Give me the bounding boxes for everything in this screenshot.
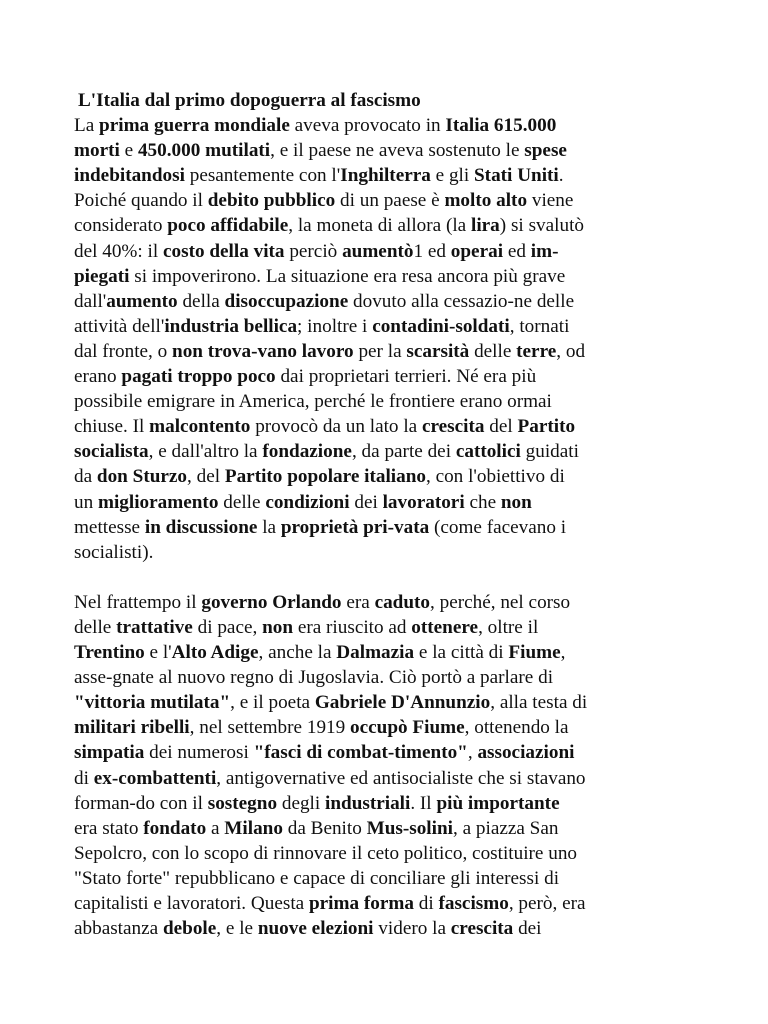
text-span: e <box>119 140 138 162</box>
text-span: ) si svalutò <box>499 215 584 237</box>
bold-text-span: Fiume <box>508 642 561 664</box>
bold-text-span: ottenere <box>411 616 479 638</box>
bold-text-span: occupò Fiume <box>350 717 465 739</box>
text-span: guidati <box>520 441 579 463</box>
bold-text-span: nuove elezioni <box>257 918 374 940</box>
text-span: , del <box>187 466 225 488</box>
bold-text-span: caduto <box>374 591 430 613</box>
text-span: da Benito <box>282 817 367 839</box>
text-line <box>74 916 728 941</box>
text-line <box>74 364 728 389</box>
bold-text-span: Alto Adige <box>171 642 259 664</box>
bold-text-span: governo Orlando <box>201 591 342 613</box>
bold-text-span: Mus-solini <box>366 817 453 839</box>
bold-text-span: fondazione <box>262 441 352 463</box>
text-span: dall' <box>74 290 107 312</box>
text-line <box>74 816 728 841</box>
text-span: , alla testa di <box>490 692 588 714</box>
text-line <box>74 239 728 264</box>
bold-text-span: debole <box>162 918 217 940</box>
text-line <box>74 590 728 615</box>
bold-text-span: lira <box>471 215 500 237</box>
text-span: , oltre il <box>478 616 539 638</box>
bold-text-span: condizioni <box>265 491 350 513</box>
text-line <box>74 715 728 740</box>
text-span: era riuscito ad <box>293 616 412 638</box>
text-line <box>74 264 728 289</box>
text-span: delle <box>218 491 266 513</box>
text-span: , nel settembre 1919 <box>189 717 351 739</box>
bold-text-span: fondato <box>143 817 207 839</box>
text-span: degli <box>277 792 326 814</box>
bold-text-span: Trentino <box>74 642 145 664</box>
bold-text-span: piegati <box>74 265 130 287</box>
text-span: , <box>560 642 566 664</box>
bold-text-span: crescita <box>450 918 514 940</box>
text-line <box>74 766 728 791</box>
bold-text-span: costo della vita <box>163 240 285 262</box>
text-line <box>74 540 728 565</box>
text-line <box>74 841 728 866</box>
text-span: . Il <box>410 792 437 814</box>
text-span: forman-do con il <box>74 792 208 814</box>
text-span: , <box>467 742 478 764</box>
text-span: per la <box>353 340 407 362</box>
text-span: , la moneta di allora (la <box>288 215 471 237</box>
text-span: capitalisti e lavoratori. Questa <box>74 893 309 914</box>
bold-text-span: crescita <box>421 416 485 438</box>
bold-text-span: indebitandosi <box>74 165 185 187</box>
text-line <box>74 690 728 715</box>
bold-text-span: non trova-vano lavoro <box>172 340 354 362</box>
text-line <box>74 339 728 364</box>
text-span: dei <box>513 918 542 940</box>
text-line <box>74 891 728 916</box>
bold-text-span: in discussione <box>144 516 258 538</box>
bold-text-span: 450.000 mutilati <box>137 140 271 162</box>
text-span: dei <box>349 491 383 513</box>
text-span: Sepolcro, con lo scopo di rinnovare il ceto politico, costituire uno <box>74 842 578 864</box>
text-span: , perché, nel corso <box>430 591 571 613</box>
text-span: a <box>206 817 225 839</box>
bold-text-span: non <box>500 491 532 513</box>
bold-text-span: debito pubblico <box>207 190 336 212</box>
bold-text-span: scarsità <box>406 340 470 362</box>
bold-text-span: Partito <box>517 416 576 438</box>
document-title: L'Italia dal primo dopoguerra al fascismo <box>78 90 421 111</box>
bold-text-span: molto alto <box>444 190 528 212</box>
bold-text-span: spese <box>524 140 567 162</box>
bold-text-span: socialista <box>74 441 149 463</box>
text-span: attività dell' <box>74 315 165 337</box>
text-span: di pace, <box>192 616 263 638</box>
text-line <box>74 640 728 665</box>
bold-text-span: più importante <box>436 792 560 814</box>
text-span: , ottenendo la <box>464 717 569 739</box>
text-line <box>74 113 728 138</box>
text-span: era stato <box>74 817 144 839</box>
text-span: pesantemente con l' <box>184 165 341 187</box>
text-span: provocò da un lato la <box>250 416 422 438</box>
text-line <box>74 791 728 816</box>
text-line <box>74 665 728 690</box>
bold-text-span: poco affidabile <box>167 215 289 237</box>
bold-text-span: simpatia <box>74 742 145 764</box>
bold-text-span: don Sturzo <box>96 466 188 488</box>
bold-text-span: prima forma <box>308 893 414 914</box>
paragraph-gap <box>74 565 728 590</box>
text-span: , antigovernative ed antisocialiste che si stavano <box>216 767 586 789</box>
text-span: dei numerosi <box>144 742 254 764</box>
text-span: della <box>177 290 225 312</box>
text-span: , tornati <box>509 315 570 337</box>
text-span: la <box>257 516 281 538</box>
bold-text-span: aumentò <box>342 240 414 262</box>
text-span: abbastanza <box>74 918 163 940</box>
text-line <box>74 515 728 540</box>
text-line <box>74 213 728 238</box>
text-line <box>74 138 728 163</box>
bold-text-span: Partito popolare italiano <box>224 466 426 488</box>
bold-text-span: morti <box>74 140 120 162</box>
bold-text-span: disoccupazione <box>224 290 349 312</box>
text-span: chiuse. Il <box>74 416 150 438</box>
text-line <box>74 414 728 439</box>
text-span: , e le <box>216 918 258 940</box>
bold-text-span: miglioramento <box>97 491 219 513</box>
bold-text-span: aumento <box>106 290 178 312</box>
text-span: . <box>558 165 564 187</box>
text-span: socialisti). <box>74 541 154 563</box>
bold-text-span: "vittoria mutilata" <box>74 692 231 714</box>
text-span: Nel frattempo il <box>74 591 202 613</box>
bold-text-span: industria bellica <box>164 315 298 337</box>
bold-text-span: associazioni <box>477 742 575 764</box>
text-span: di <box>74 767 94 789</box>
bold-text-span: Milano <box>224 817 283 839</box>
bold-text-span: terre <box>516 340 557 362</box>
text-span: , anche la <box>258 642 337 664</box>
text-span: mettesse <box>74 516 145 538</box>
text-span: di un paese è <box>335 190 445 212</box>
text-line <box>74 740 728 765</box>
text-span: , però, era <box>508 893 586 914</box>
text-line <box>74 188 728 213</box>
bold-text-span: Gabriele D'Annunzio <box>314 692 491 714</box>
text-span: di <box>413 893 439 914</box>
text-span: del 40%: il <box>74 240 163 262</box>
bold-text-span: sostegno <box>207 792 278 814</box>
text-span: dovuto alla cessazio-ne delle <box>348 290 575 312</box>
text-span: del <box>484 416 518 438</box>
text-line <box>74 163 728 188</box>
text-span: dal fronte, o <box>74 340 173 362</box>
text-span: e l' <box>144 642 172 664</box>
bold-text-span: operai <box>450 240 504 262</box>
text-span: , a piazza San <box>452 817 559 839</box>
text-line <box>74 464 728 489</box>
bold-text-span: lavoratori <box>382 491 465 513</box>
bold-text-span: trattative <box>116 616 193 638</box>
bold-text-span: industriali <box>325 792 411 814</box>
text-span: ; inoltre i <box>297 315 373 337</box>
text-span: perciò <box>284 240 343 262</box>
bold-text-span: pagati troppo poco <box>121 366 276 388</box>
text-span: Poiché quando il <box>74 190 208 212</box>
bold-text-span: ex-combattenti <box>93 767 217 789</box>
text-span: considerato <box>74 215 168 237</box>
text-span: un <box>74 491 98 513</box>
text-span: , da parte dei <box>351 441 456 463</box>
bold-text-span: malcontento <box>149 416 251 438</box>
text-span: La <box>74 115 100 137</box>
bold-text-span: Inghilterra <box>340 165 431 187</box>
bold-text-span: cattolici <box>455 441 521 463</box>
bold-text-span: "fasci di combat-timento" <box>253 742 468 764</box>
text-span: asse-gnate al nuovo regno di Jugoslavia. Ciò portò a parlare di <box>74 667 554 689</box>
text-span: e gli <box>430 165 475 187</box>
bold-text-span: militari ribelli <box>74 717 190 739</box>
text-span: , e il paese ne aveva sostenuto le <box>270 140 525 162</box>
text-line <box>74 615 728 640</box>
bold-text-span: proprietà pri-vata <box>280 516 430 538</box>
text-span: che <box>464 491 501 513</box>
text-line <box>74 314 728 339</box>
text-span: era <box>341 591 375 613</box>
text-span: viene <box>527 190 574 212</box>
bold-text-span: contadini-soldati <box>372 315 510 337</box>
text-span: da <box>74 466 97 488</box>
text-span: e la città di <box>414 642 509 664</box>
text-span: dai proprietari terrieri. Né era più <box>275 366 537 388</box>
text-span: ed <box>503 240 531 262</box>
text-line <box>74 289 728 314</box>
text-line <box>74 866 728 891</box>
text-span: , od <box>556 340 586 362</box>
text-span: possibile emigrare in America, perché le frontiere erano ormai <box>74 391 552 413</box>
text-line <box>74 439 728 464</box>
bold-text-span: fascismo <box>438 893 509 914</box>
text-line <box>74 490 728 515</box>
paragraph-postwar-crisis <box>74 113 728 565</box>
text-span: , e dall'altro la <box>148 441 263 463</box>
bold-text-span: Stati Uniti <box>474 165 559 187</box>
text-span: (come facevano i <box>429 516 567 538</box>
bold-text-span: Dalmazia <box>336 642 415 664</box>
text-span: 1 ed <box>413 240 451 262</box>
bold-text-span: non <box>262 616 294 638</box>
bold-text-span: im- <box>530 240 559 262</box>
text-span: videro la <box>373 918 451 940</box>
text-line <box>74 389 728 414</box>
text-span: si impoverirono. La situazione era resa ancora più grave <box>129 265 566 287</box>
text-span: erano <box>74 366 122 388</box>
bold-text-span: prima guerra mondiale <box>99 115 290 137</box>
text-span: delle <box>469 340 517 362</box>
text-span: , con l'obiettivo di <box>425 466 565 488</box>
text-span: "Stato forte" repubblicano e capace di conciliare gli interessi di <box>74 867 560 889</box>
text-span: delle <box>74 616 117 638</box>
bold-text-span: Italia 615.000 <box>445 115 557 137</box>
text-span: , e il poeta <box>230 692 315 714</box>
paragraph-fiume-and-fascism <box>74 590 728 941</box>
text-span: aveva provocato in <box>289 115 446 137</box>
